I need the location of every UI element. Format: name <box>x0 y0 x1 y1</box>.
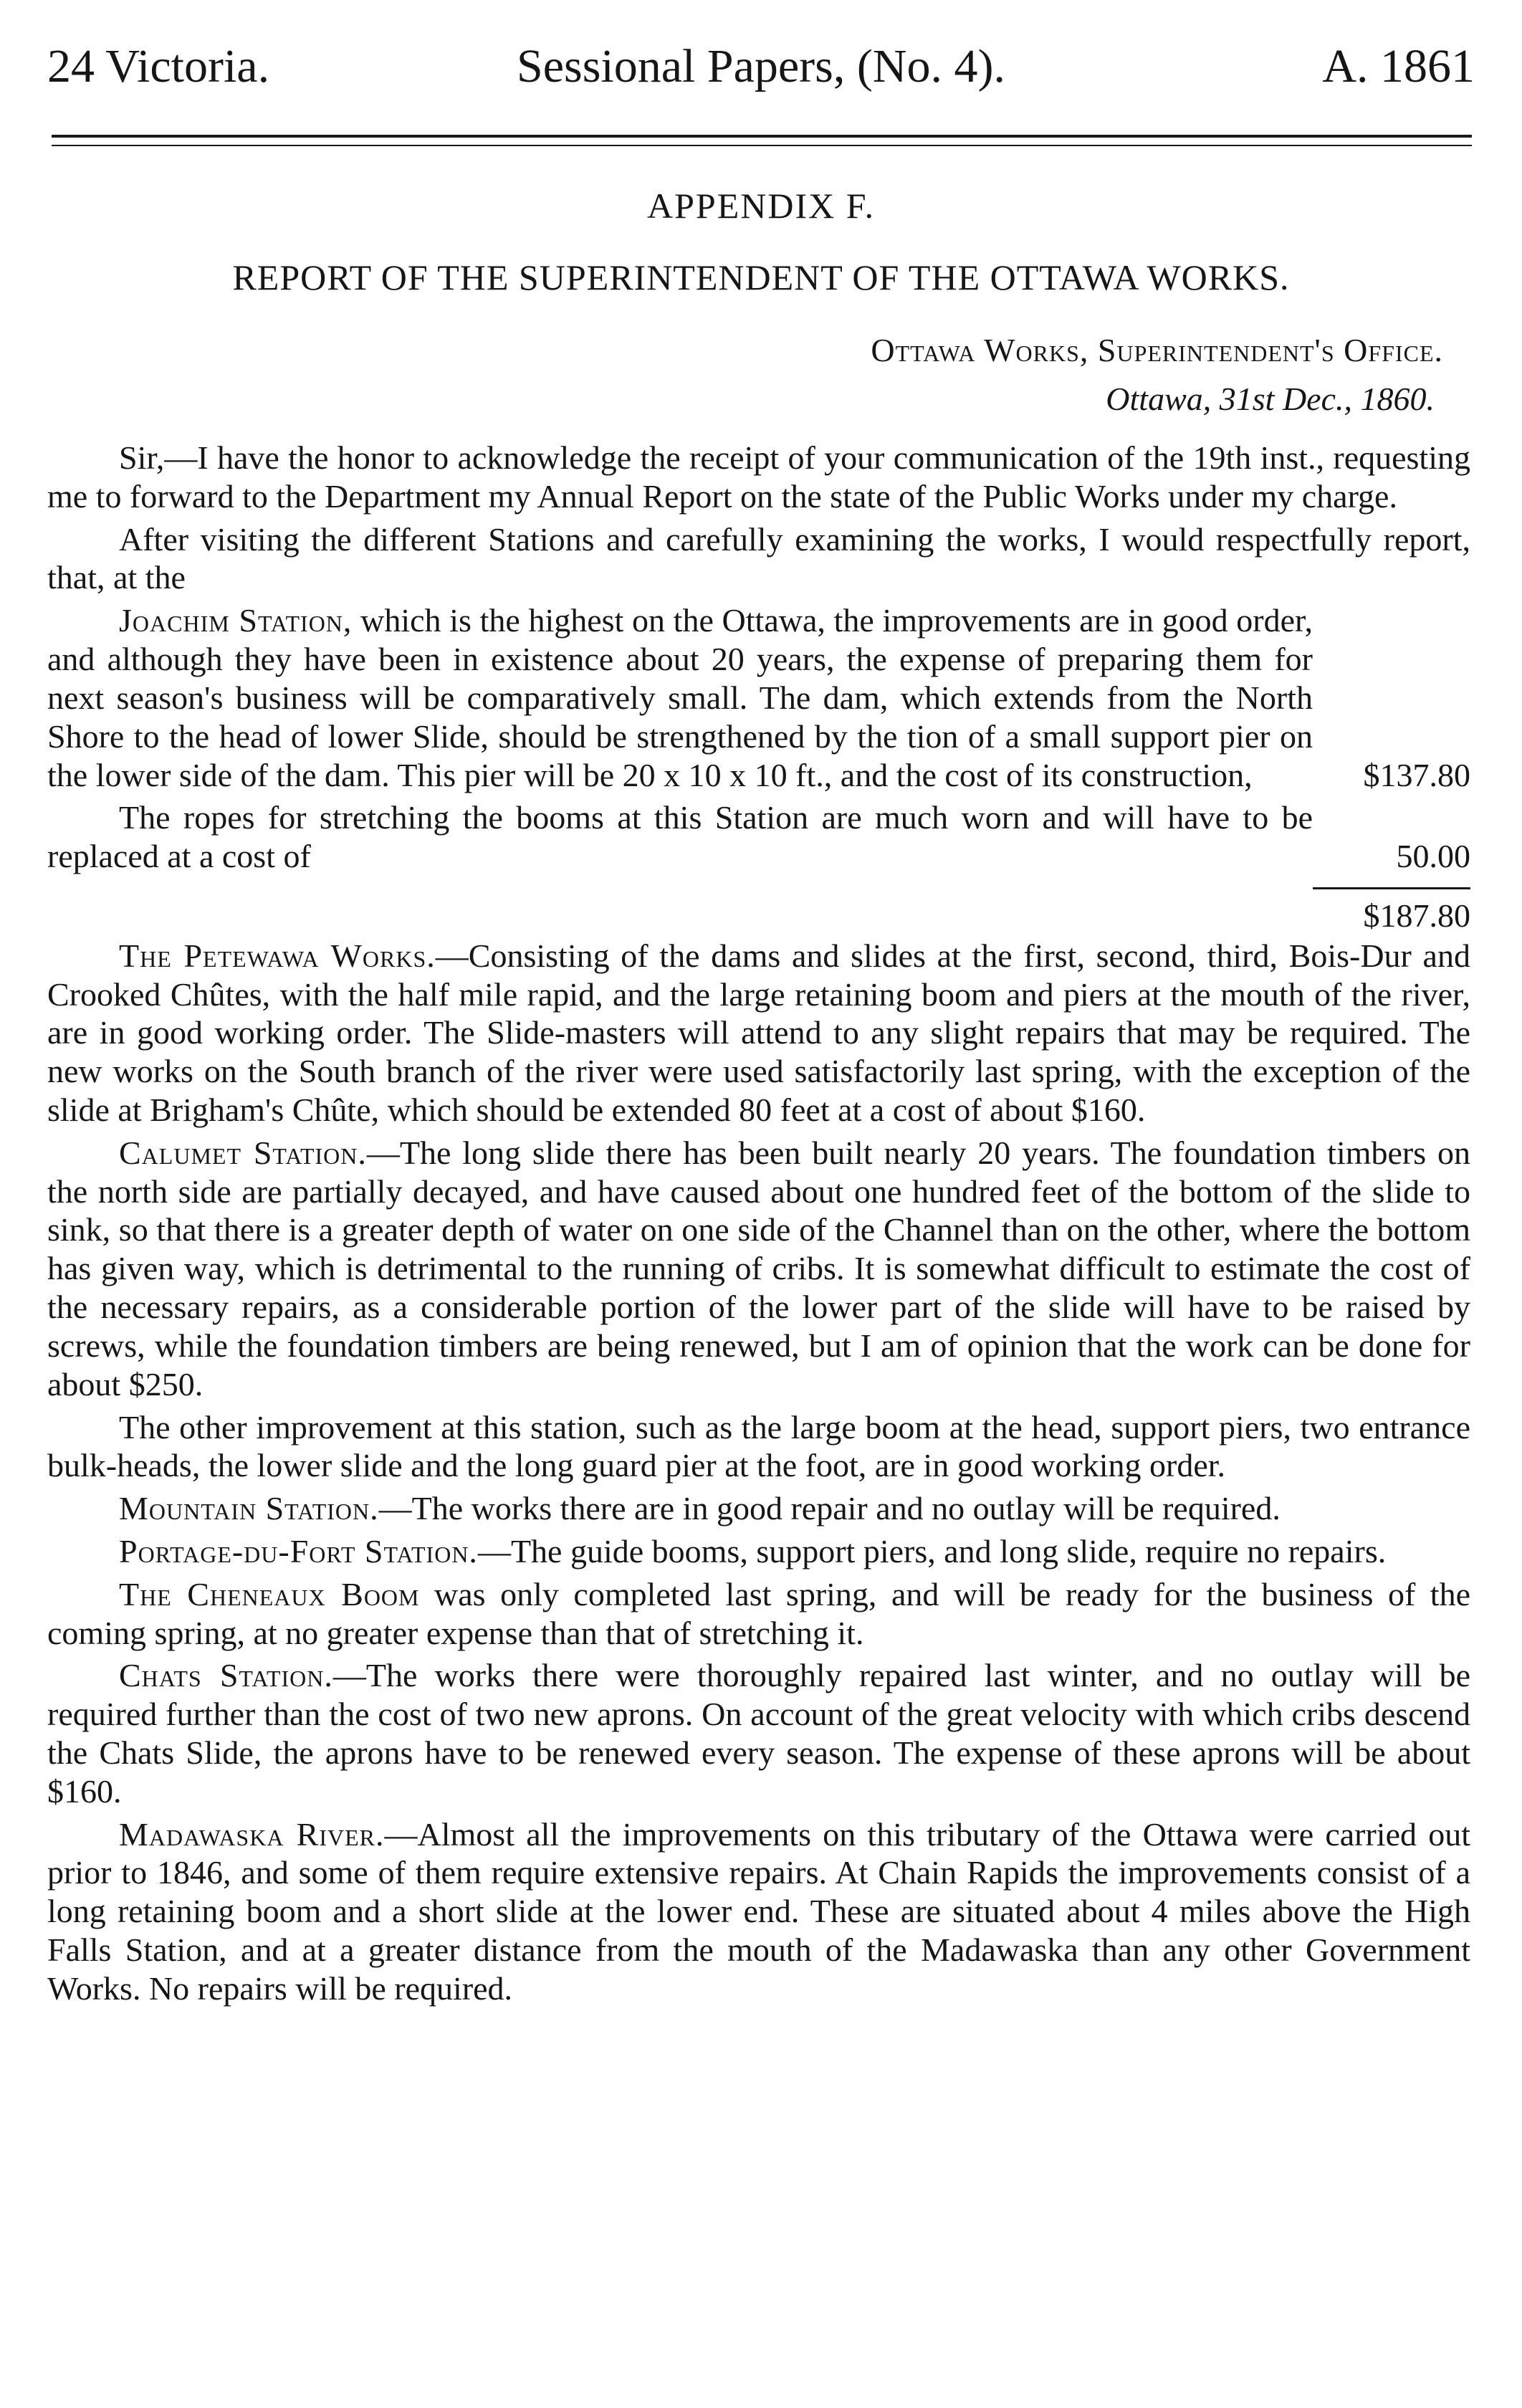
portage-text: —The guide booms, support piers, and long slide, require no repairs. <box>477 1532 1387 1570</box>
ropes-text: The ropes for stretching the booms at this Station are much worn and will have to be replaced at a cost of <box>47 799 1313 875</box>
paragraph-portage <box>47 1532 1470 1571</box>
chats-heading: Chats Station. <box>119 1657 333 1694</box>
date-line: Ottawa, 31st Dec., 1860. <box>1106 381 1435 417</box>
paragraph-other-improvement: The other improvement at this station, such as the large boom at the head, support piers, two entrance bulk-heads, the lower slide and the long guard pier at the foot, are in good working order. <box>47 1408 1470 1484</box>
sum-rule <box>1313 887 1470 889</box>
appendix-title: APPENDIX F. <box>646 186 876 226</box>
paragraph-cheneaux <box>47 1575 1470 1653</box>
office-line: Ottawa Works, Superintendent's Office. <box>871 332 1443 368</box>
paragraph-calumet <box>47 1134 1470 1404</box>
petewawa-heading: The Petewawa Works. <box>119 937 436 974</box>
header-rule-thick <box>52 135 1472 138</box>
joachim-amount: $137.80 <box>1363 756 1470 793</box>
report-title: REPORT OF THE SUPERINTENDENT OF THE OTTAWA WORKS. <box>232 257 1290 297</box>
madawaska-heading: Madawaska River. <box>119 1815 385 1853</box>
header-left: 24 Victoria. <box>47 40 270 92</box>
paragraph-chats <box>47 1656 1470 1810</box>
cheneaux-text: was only completed last spring, and will be ready for the business of the coming spring, at no greater expense than that of stretching it. <box>47 1575 1470 1651</box>
madawaska-text: —Almost all the improvements on this tributary of the Ottawa were carried out prior to 1846, and some of them require extensive repairs. At Chain Rapids the improvements consist of a long retaining boom and a short slide at the lower end. These are situated about 4 miles above the High Falls Station, and at a greater distance from the mouth of the Madawaska than any other Government Works. No repairs will be required. <box>47 1815 1470 2007</box>
report-body <box>47 439 1470 2012</box>
running-header <box>47 34 1475 99</box>
header-rule-thin <box>52 145 1472 146</box>
paragraph-intro: After visiting the different Stations and carefully examining the works, I would respectfully report, that, at the <box>47 520 1470 596</box>
portage-heading: Portage-du-Fort Station. <box>119 1532 478 1570</box>
paragraph-joachim <box>47 601 1470 794</box>
joachim-text: which is the highest on the Ottawa, the improvements are in good order, and although they have been in existence about 20 years, the expense of preparing them for next season's business will be comparatively small. The dam, which extends from the North Shore to the head of lower Slide, should be strengthened by the tion of a small support pier on the lower side of the dam. This pier will be 20 x 10 x 10 ft., and the cost of its construction, <box>47 602 1313 793</box>
paragraph-madawaska <box>47 1815 1470 2008</box>
calumet-text: —The long slide there has been built nearly 20 years. The foundation timbers on the north side are partially decayed, and have caused about one hundred feet of the bottom of the slide to sink, so that there is a greater depth of water on one side of the Channel than on the other, where the bottom has given way, which is detrimental to the running of cribs. It is somewhat difficult to estimate the cost of the necessary repairs, as a considerable portion of the lower part of the slide will have to be raised by screws, while the foundation timbers are being renewed, but I am of opinion that the work can be done for about $250. <box>47 1134 1471 1403</box>
calumet-heading: Calumet Station. <box>119 1134 367 1171</box>
header-center: Sessional Papers, (No. 4). <box>517 40 1005 92</box>
ropes-amount: 50.00 <box>1396 838 1470 875</box>
total-amount: $187.80 <box>1363 897 1470 934</box>
cheneaux-heading: The Cheneaux Boom <box>119 1575 420 1612</box>
header-right: A. 1861 <box>1322 40 1475 92</box>
chats-text: —The works there were thoroughly repaired last winter, and no outlay will be required further than the cost of two new aprons. On account of the great velocity with which cribs descend the Chats Slide, the aprons have to be renewed every season. The expense of these aprons will be about $160. <box>47 1657 1470 1810</box>
paragraph-ropes <box>47 798 1470 876</box>
paragraph-salutation: Sir,—I have the honor to acknowledge the receipt of your communication of the 19th inst., requesting me to forward to the Department my Annual Report on the state of the Public Works under my charge. <box>47 439 1470 515</box>
paragraph-mountain <box>47 1489 1470 1528</box>
joachim-heading: Joachim Station, <box>119 602 353 639</box>
mountain-text: —The works there are in good repair and no outlay will be required. <box>378 1490 1281 1527</box>
mountain-heading: Mountain Station. <box>119 1490 379 1527</box>
paragraph-petewawa <box>47 937 1470 1129</box>
petewawa-text: —Consisting of the dams and slides at the first, second, third, Bois-Dur and Crooked Chûtes, with the half mile rapid, and the large retaining boom and piers at the mouth of the river, are in good working order. The Slide-masters will attend to any slight repairs that may be required. The new works on the South branch of the river were used satisfactorily last spring, with the exception of the slide at Brigham's Chûte, which should be extended 80 feet at a cost of about $160. <box>47 937 1470 1128</box>
